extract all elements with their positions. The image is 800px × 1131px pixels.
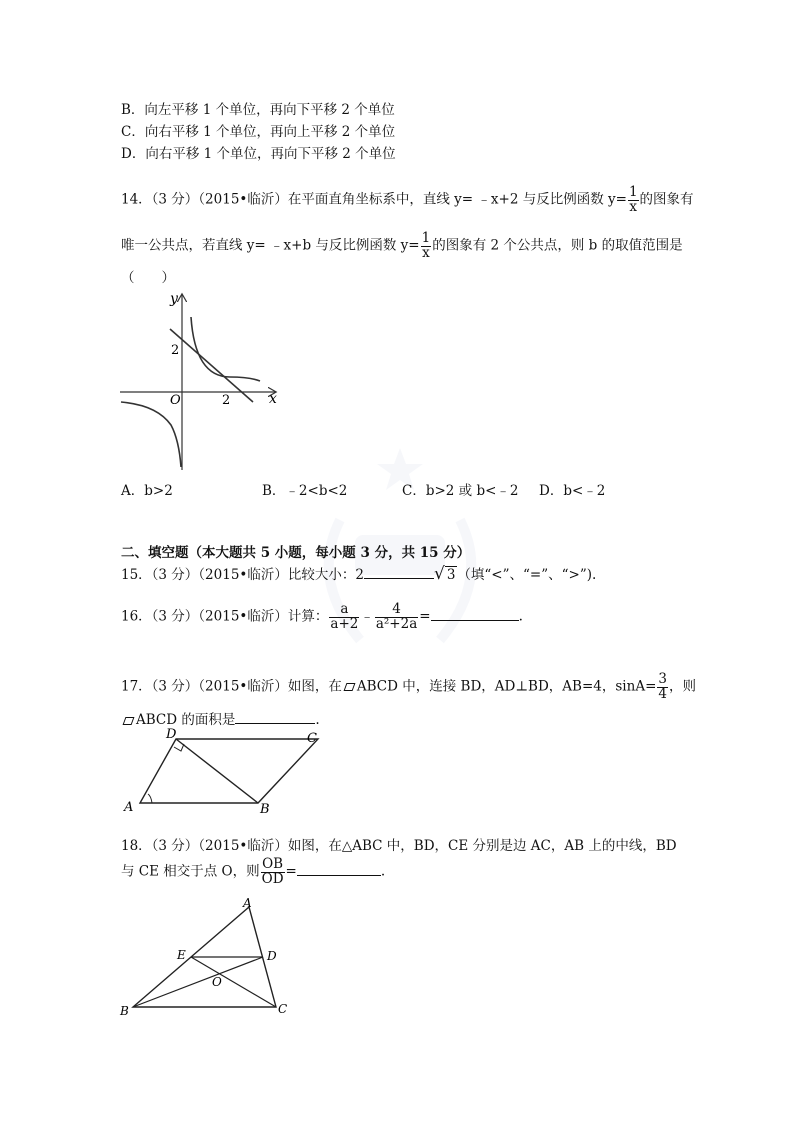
- q14-text-b: 的图象有: [639, 191, 694, 208]
- x-intercept-label: 2: [222, 393, 231, 408]
- q15-answer-blank: [364, 578, 434, 579]
- y-axis-label: y: [170, 291, 178, 307]
- q17-text-b: ABCD 中，连接 BD，AD⊥BD，AB=4，sinA=: [356, 678, 657, 695]
- q15-line: [121, 563, 596, 584]
- q14-graph: [115, 285, 285, 475]
- q16-fraction-1: [329, 603, 359, 631]
- q16-answer-blank: [431, 620, 519, 621]
- label-a: A: [124, 800, 134, 815]
- hyperbola-branch-2: [121, 402, 181, 467]
- q14-choice-b: B．﹣2<b<2: [262, 483, 348, 499]
- origin-label: O: [170, 393, 181, 408]
- q16-f1-num: a: [329, 603, 359, 618]
- median-bd: [133, 957, 263, 1007]
- label-d: D: [267, 949, 277, 963]
- right-angle-mark: [174, 744, 184, 751]
- q14-choice-c: C．b>2 或 b<﹣2: [402, 483, 519, 499]
- label-b: B: [120, 1004, 129, 1018]
- q16-f1-den: a+2: [330, 615, 359, 632]
- option-d-prev: D．向右平移 1 个单位，再向下平移 2 个单位: [121, 146, 396, 162]
- parallelogram-abcd: [140, 739, 318, 803]
- q16-fraction-2: [375, 603, 418, 631]
- q17-line1: [121, 673, 696, 701]
- q18-figure: [115, 895, 305, 1025]
- q14-choice-d: D．b<﹣2: [539, 483, 606, 499]
- label-e: E: [177, 948, 186, 962]
- q18-line2: [121, 858, 385, 886]
- q18-end: .: [380, 863, 386, 880]
- q18-equals: =: [285, 863, 297, 880]
- q17-figure: [118, 725, 338, 815]
- q14-paren: （ ）: [121, 270, 175, 286]
- q14-text-d: 的图象有 2 个公共点，则 b 的取值范围是: [432, 237, 683, 254]
- q14-choice-a: A．b>2: [121, 483, 173, 499]
- q18-frac-num: OB: [262, 856, 284, 872]
- q16-minus: ﹣: [360, 608, 374, 625]
- q17-end: .: [315, 712, 320, 728]
- q14-frac-num: 1: [628, 184, 638, 200]
- q18-fraction: [261, 858, 285, 886]
- label-c: C: [278, 1002, 288, 1016]
- y-intercept-label: 2: [171, 343, 180, 358]
- option-c-prev: C．向右平移 1 个单位，再向上平移 2 个单位: [121, 124, 396, 140]
- hyperbola-branch-1: [191, 317, 260, 381]
- label-d: D: [166, 727, 177, 742]
- q17-fraction: [657, 673, 668, 701]
- label-c: C: [307, 731, 317, 746]
- q15-sqrt-value: 3: [446, 567, 456, 583]
- q16-line: [121, 603, 523, 631]
- q17-answer-blank: [235, 723, 315, 724]
- label-b: B: [260, 802, 270, 815]
- q14-text-c: 唯一公共点，若直线 y= ﹣x+b 与反比例函数 y=: [121, 237, 420, 254]
- q14-frac2-den: x: [422, 244, 430, 261]
- q14-fraction-1: [628, 186, 639, 214]
- q14-line1: [121, 186, 694, 214]
- diagonal-bd: [176, 739, 258, 803]
- q14-fraction-2: [421, 232, 432, 260]
- q18-frac-den: OD: [261, 870, 284, 887]
- q15-text-b: （填“<”、“=”、“>”).: [457, 567, 597, 583]
- q17-text-d: ABCD 的面积是: [136, 712, 236, 728]
- angle-a-mark: [148, 794, 152, 803]
- q17-frac-den: 4: [658, 685, 667, 702]
- section-heading: 二、填空题（本大题共 5 小题，每小题 3 分，共 15 分）: [121, 545, 471, 561]
- q15-text-a: 15．（3 分）（2015•临沂）比较大小：2: [121, 567, 364, 583]
- q18-text-a: 与 CE 相交于点 O，则: [121, 863, 260, 880]
- q17-frac-num: 3: [658, 671, 667, 687]
- q16-text-a: 16．（3 分）（2015•临沂）计算：: [121, 608, 329, 625]
- x-axis-label: x: [269, 391, 277, 407]
- parallelogram-icon-2: [123, 717, 135, 725]
- median-ce: [191, 957, 276, 1007]
- label-a: A: [243, 896, 252, 910]
- label-o: O: [212, 975, 222, 989]
- q16-f2-den: a²+2a: [375, 615, 418, 632]
- q16-end: .: [518, 608, 523, 625]
- q18-answer-blank: [297, 875, 381, 876]
- q14-frac-den: x: [629, 198, 638, 215]
- q16-equals: =: [419, 608, 431, 625]
- q17-text-a: 17．（3 分）（2015•临沂）如图，在: [121, 678, 342, 695]
- q17-text-c: ，则: [668, 678, 696, 695]
- q16-f2-num: 4: [375, 603, 418, 618]
- q14-text-a: 14．（3 分）（2015•临沂）在平面直角坐标系中，直线 y= ﹣x+2 与反比例函数 y=: [121, 191, 627, 208]
- parallelogram-icon: [343, 683, 355, 691]
- q14-line2: [121, 232, 683, 260]
- q15-sqrt: √ 3: [433, 564, 456, 584]
- option-b-prev: B．向左平移 1 个单位，再向下平移 2 个单位: [121, 102, 395, 118]
- q18-line1: 18．（3 分）（2015•临沂）如图，在△ABC 中，BD，CE 分别是边 AC，AB 上的中线，BD: [121, 838, 677, 854]
- q14-frac2-num: 1: [421, 230, 431, 246]
